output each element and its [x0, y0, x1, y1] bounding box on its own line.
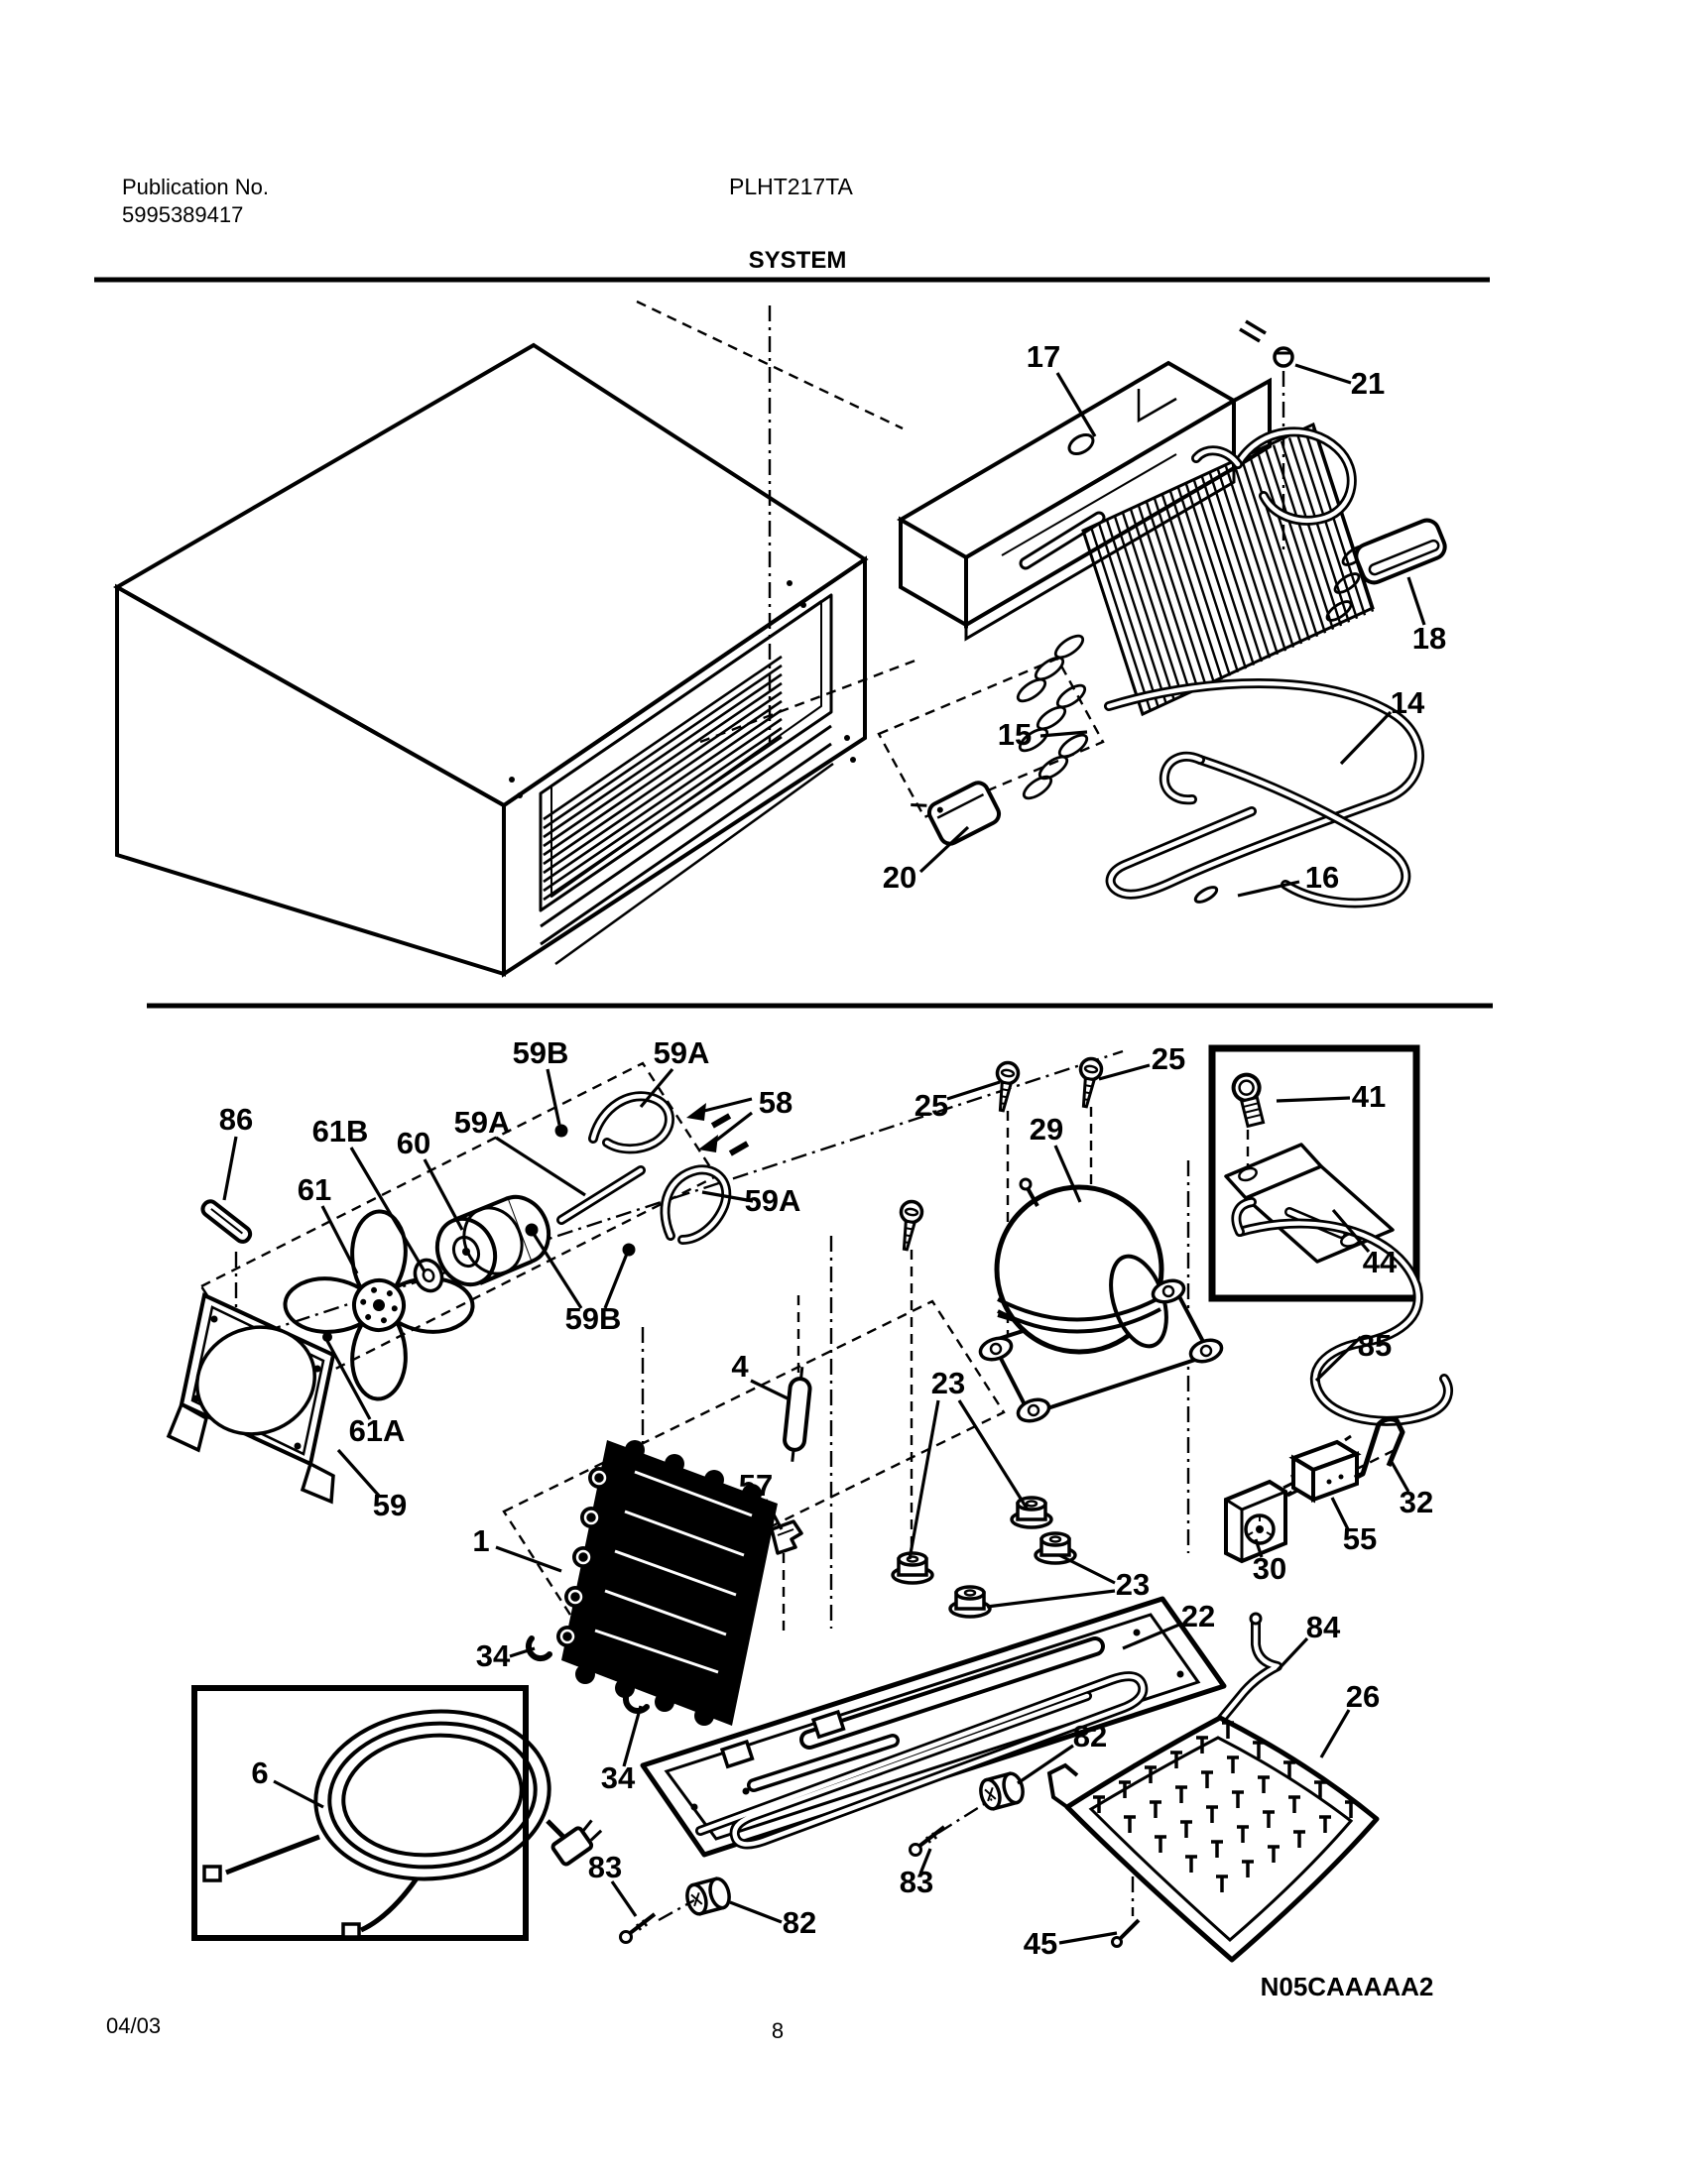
part-label-82-1: 82: [1072, 1719, 1108, 1754]
drain-pan: [1049, 1718, 1377, 1960]
diagram-id: N05CAAAAA2: [1260, 1972, 1434, 2001]
part-label-6: 6: [251, 1755, 269, 1791]
revision-date: 04/03: [106, 2013, 162, 2038]
part-label-59b-2: 59B: [564, 1301, 622, 1337]
part-label-59a-3: 59A: [744, 1183, 801, 1219]
part-label-25-1: 25: [914, 1088, 949, 1124]
publication-number: 5995389417: [122, 202, 244, 227]
publication-label: Publication No.: [122, 175, 269, 199]
cabinet: [117, 345, 865, 974]
part-label-82-2: 82: [782, 1905, 817, 1941]
part-label-15: 15: [997, 717, 1033, 753]
part-label-32: 32: [1399, 1485, 1434, 1520]
part-label-61b: 61B: [311, 1114, 369, 1150]
part-label-23-2: 23: [1115, 1567, 1151, 1603]
part-label-25-2: 25: [1151, 1041, 1186, 1077]
part-label-22: 22: [1180, 1599, 1216, 1634]
part-label-44: 44: [1362, 1245, 1398, 1280]
part-label-59a-1: 59A: [653, 1035, 710, 1071]
part-label-60: 60: [396, 1126, 431, 1161]
part-label-20: 20: [882, 860, 917, 896]
part-label-59b-1: 59B: [512, 1035, 569, 1071]
part-label-55: 55: [1342, 1521, 1378, 1557]
part-label-18: 18: [1411, 621, 1447, 657]
part-label-59: 59: [372, 1488, 408, 1523]
model-number: PLHT217TA: [729, 174, 853, 199]
part-label-14: 14: [1390, 685, 1425, 721]
part-label-86: 86: [218, 1102, 254, 1138]
part-label-58: 58: [758, 1085, 793, 1121]
part-label-30: 30: [1252, 1551, 1287, 1587]
part-label-83-2: 83: [899, 1865, 934, 1900]
part-label-57: 57: [738, 1468, 774, 1504]
part-label-45: 45: [1023, 1926, 1058, 1962]
fan-hub-pin: [322, 1332, 332, 1342]
hex-bolt: [1231, 1072, 1269, 1128]
tube-clip: [772, 1521, 801, 1553]
part-label-29: 29: [1029, 1112, 1064, 1148]
tube-pins: [686, 1103, 749, 1156]
part-label-17: 17: [1026, 339, 1061, 375]
drain-pan-screw: [1113, 1876, 1140, 1947]
run-capacitor: [1293, 1436, 1357, 1500]
part-label-16: 16: [1304, 860, 1340, 896]
part-label-4: 4: [731, 1349, 749, 1385]
defrost-thermostat: [911, 771, 1002, 853]
page-number: 8: [771, 2018, 785, 2043]
part-label-59a-2: 59A: [453, 1105, 511, 1141]
part-label-83-1: 83: [587, 1850, 623, 1885]
power-cord-inset: [194, 1688, 606, 1938]
section-title: SYSTEM: [748, 247, 847, 274]
part-label-84: 84: [1305, 1610, 1341, 1645]
part-label-85: 85: [1357, 1328, 1393, 1364]
part-label-34-1: 34: [475, 1638, 511, 1674]
evaporator-mount-block: [1353, 517, 1449, 586]
evaporator-grommet: [1240, 321, 1292, 366]
part-label-26: 26: [1345, 1679, 1381, 1715]
shroud-clip: [200, 1198, 253, 1244]
part-label-21: 21: [1350, 366, 1386, 402]
fan-shroud: [169, 1295, 333, 1502]
part-label-61a: 61A: [348, 1413, 406, 1449]
part-label-34-2: 34: [600, 1760, 636, 1796]
part-label-23-1: 23: [930, 1366, 966, 1401]
part-label-61: 61: [297, 1172, 332, 1208]
part-label-41: 41: [1351, 1079, 1387, 1115]
part-label-1: 1: [472, 1523, 490, 1559]
filter-drier: [783, 1366, 812, 1463]
